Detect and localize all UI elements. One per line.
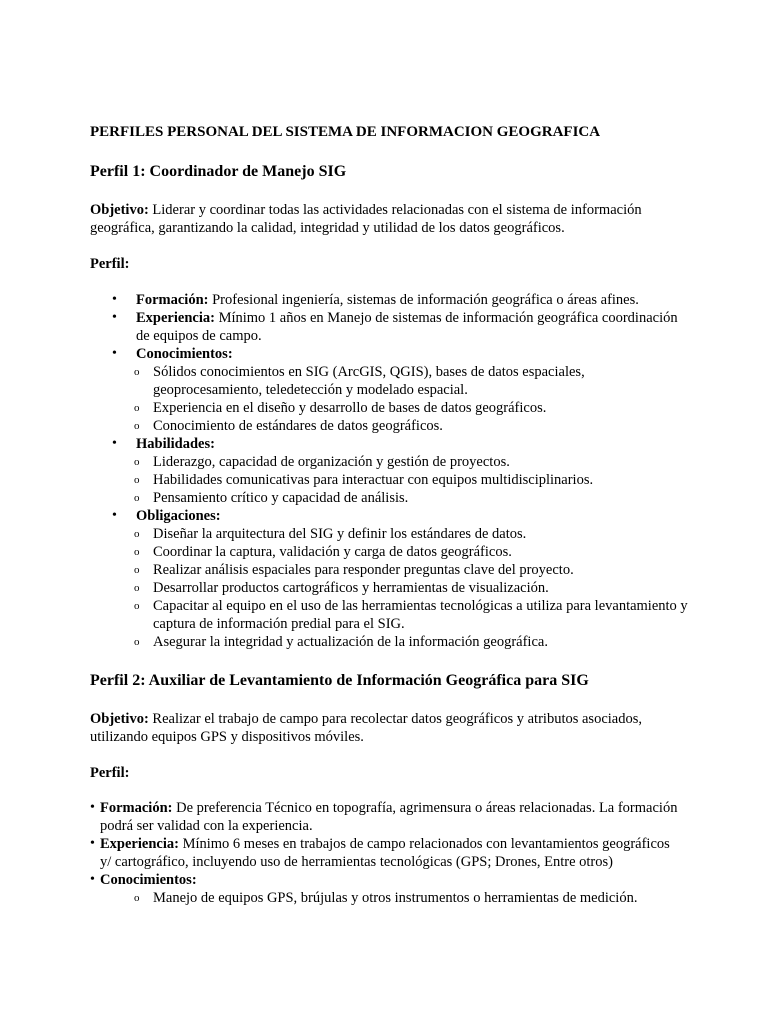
list-item-experiencia — [90, 835, 680, 871]
list-item-formacion — [90, 799, 680, 835]
list-item: o Desarrollar productos cartográficos y herramientas de visualización. — [153, 579, 690, 597]
profile1-objective-text: Liderar y coordinar todas las actividades relacionadas con el sistema de información geográfica, garantizando la calidad, integridad y utilidad de los datos geográficos. — [90, 202, 642, 236]
list-item: o Asegurar la integridad y actualización de la información geográfica. — [153, 633, 690, 651]
list-item-formacion — [90, 291, 690, 309]
list-item-conocimientos — [90, 345, 690, 435]
experiencia-label: Experiencia: — [136, 310, 215, 326]
list-item: o Coordinar la captura, validación y carga de datos geográficos. — [153, 543, 690, 561]
experiencia-label: Experiencia: — [100, 836, 179, 852]
perfil-label-text: Perfil: — [90, 765, 130, 781]
habilidades-label: Habilidades: — [136, 436, 215, 452]
experiencia-text: Mínimo 6 meses en trabajos de campo relacionados con levantamientos geográficos y/ cartográfico, incluyendo uso de herramientas tecnológicas (GPS; Drones, Entre otros) — [100, 836, 670, 870]
profile2-perfil-label — [90, 764, 680, 782]
perfil-label-text: Perfil: — [90, 256, 130, 272]
profile1-perfil-label — [90, 255, 680, 273]
profile1-heading: Perfil 1: Coordinador de Manejo SIG — [90, 163, 347, 180]
formacion-text: Profesional ingeniería, sistemas de información geográfica o áreas afines. — [208, 292, 639, 308]
conocimientos-label: Conocimientos: — [136, 346, 233, 362]
profile2-objective-text: Realizar el trabajo de campo para recolectar datos geográficos y atributos asociados, utilizando equipos GPS y dispositivos móviles. — [90, 711, 642, 745]
list-item: o Conocimiento de estándares de datos geográficos. — [153, 417, 690, 435]
conocimientos-sublist — [90, 363, 690, 435]
list-item-conocimientos — [90, 871, 680, 907]
formacion-label: Formación: — [100, 800, 173, 816]
document-title: PERFILES PERSONAL DEL SISTEMA DE INFORMACION GEOGRAFICA — [90, 124, 601, 140]
profile2-objective-label: Objetivo: — [90, 711, 149, 727]
list-item: o Liderazgo, capacidad de organización y gestión de proyectos. — [153, 453, 690, 471]
profile1-bullets — [90, 291, 690, 651]
list-item-habilidades — [90, 435, 690, 507]
list-item: o Manejo de equipos GPS, brújulas y otros instrumentos o herramientas de medición. — [153, 889, 680, 907]
profile2-objective — [90, 710, 680, 746]
list-item-obligaciones — [90, 507, 690, 651]
habilidades-sublist — [90, 453, 690, 507]
profile2-list — [90, 799, 680, 907]
list-item: o Realizar análisis espaciales para responder preguntas clave del proyecto. — [153, 561, 690, 579]
formacion-label: Formación: — [136, 292, 209, 308]
list-item: o Pensamiento crítico y capacidad de análisis. — [153, 489, 690, 507]
list-item: o Habilidades comunicativas para interactuar con equipos multidisciplinarios. — [153, 471, 690, 489]
profile2-heading: Perfil 2: Auxiliar de Levantamiento de Información Geográfica para SIG — [90, 672, 589, 689]
experiencia-text: Mínimo 1 años en Manejo de sistemas de información geográfica coordinación de equipos de campo. — [136, 310, 678, 344]
list-item: o Sólidos conocimientos en SIG (ArcGIS, QGIS), bases de datos espaciales, geoprocesamiento, teledetección y modelado espacial. — [153, 363, 690, 399]
list-item: o Diseñar la arquitectura del SIG y definir los estándares de datos. — [153, 525, 690, 543]
list-item: o Experiencia en el diseño y desarrollo de bases de datos geográficos. — [153, 399, 690, 417]
obligaciones-label: Obligaciones: — [136, 508, 221, 524]
profile1-objective — [90, 201, 680, 237]
conocimientos-sublist — [90, 889, 680, 907]
list-item: o Capacitar al equipo en el uso de las herramientas tecnológicas a utiliza para levantamiento y captura de información predial para el SIG. — [153, 597, 690, 633]
obligaciones-sublist — [90, 525, 690, 651]
profile2-bullets — [90, 799, 680, 907]
list-item-experiencia — [90, 309, 690, 345]
profile1-objective-label: Objetivo: — [90, 202, 149, 218]
profile1-list — [90, 291, 690, 651]
formacion-text: De preferencia Técnico en topografía, agrimensura o áreas relacionadas. La formación podrá ser validad con la experiencia. — [100, 800, 678, 834]
conocimientos-label: Conocimientos: — [100, 872, 197, 888]
